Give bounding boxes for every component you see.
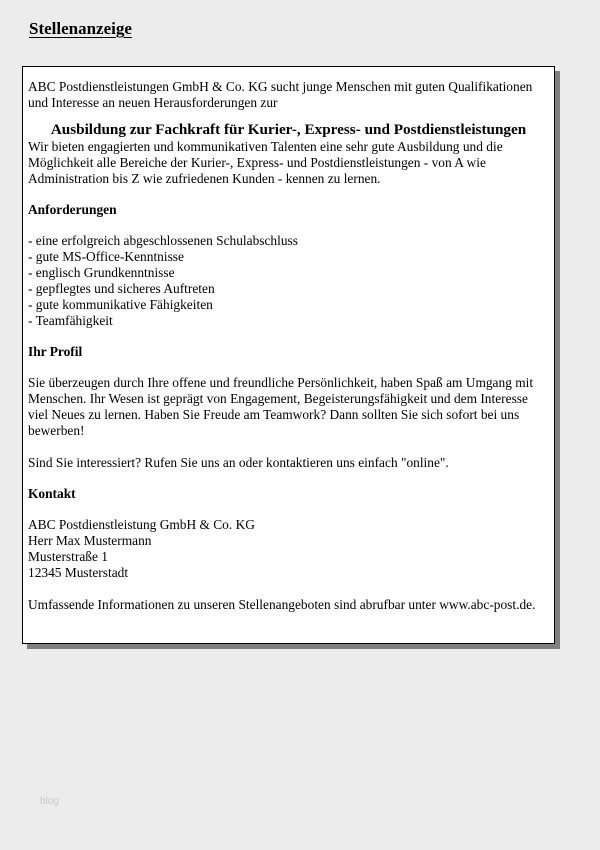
list-item: - eine erfolgreich abgeschlossenen Schulabschluss [28,233,298,248]
contact-company: ABC Postdienstleistung GmbH & Co. KG [28,517,255,532]
contact-street: Musterstraße 1 [28,549,108,564]
list-item: - gute kommunikative Fähigkeiten [28,297,213,312]
page-title: Stellenanzeige [29,19,132,38]
profile-text: Sie überzeugen durch Ihre offene und freundliche Persönlichkeit, haben Spaß am Umgang mit Menschen. Ihr Wesen ist geprägt von Engagement, Begeisterungsfähigkeit und dem Interesse viel Neues zu lernen. Haben Sie Freude am Teamwork? Dann sollten Sie sich sofort bei uns bewerben! [28,375,534,438]
profile-heading: Ihr Profil [28,344,83,359]
job-ad-box [22,66,555,644]
ad-offer-text: Wir bieten engagierten und kommunikativen Talenten eine sehr gute Ausbildung und die Möglichkeit alle Bereiche der Kurier-, Express- und Postdienstleistungen - von A wie Administration bis Z wie zufriedenen Kunden - kennen zu lernen. [28,139,503,186]
footer-info: Umfassende Informationen zu unseren Stellenangeboten sind abrufbar unter www.abc-post.de. [28,597,536,612]
list-item: - englisch Grundkenntnisse [28,265,175,280]
requirements-heading: Anforderungen [28,202,117,217]
watermark: blog [40,796,59,807]
contact-person: Herr Max Mustermann [28,533,152,548]
list-item: - Teamfähigkeit [28,313,113,328]
requirements-list [28,233,549,329]
contact-city: 12345 Musterstadt [28,565,129,580]
contact-heading: Kontakt [28,486,76,501]
list-item: - gepflegtes und sicheres Auftreten [28,281,215,296]
ad-intro: ABC Postdienstleistungen GmbH & Co. KG sucht junge Menschen mit guten Qualifikationen und Interesse an neuen Herausforderungen zur [28,79,533,110]
call-to-action: Sind Sie interessiert? Rufen Sie uns an oder kontaktieren uns einfach "online". [28,455,449,470]
ad-title: Ausbildung zur Fachkraft für Kurier-, Express- und Postdienstleistungen [50,121,527,138]
list-item: - gute MS-Office-Kenntnisse [28,249,184,264]
